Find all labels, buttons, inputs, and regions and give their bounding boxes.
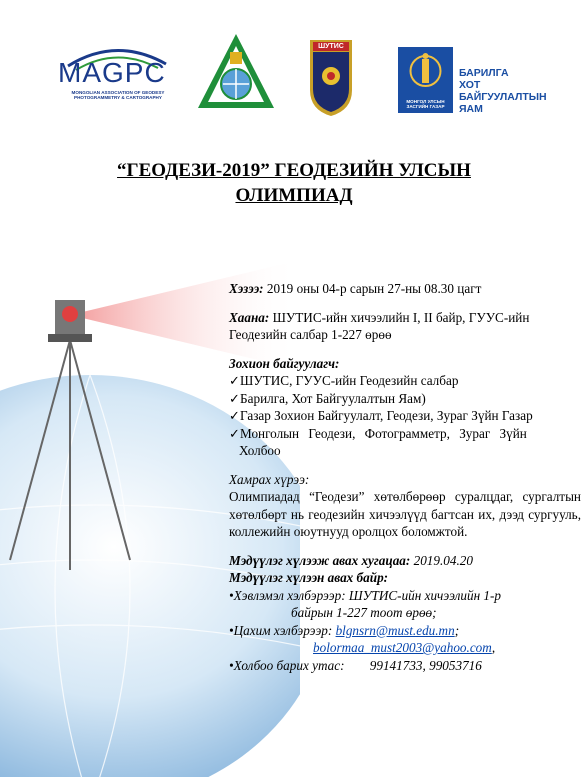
title-line-1: “ГЕОДЕЗИ-2019” ГЕОДЕЗИЙН УЛСЫН xyxy=(117,160,471,181)
email-label: •Цахим хэлбэрээр: xyxy=(229,622,333,638)
ministry-emblem-text: МОНГОЛ УЛСЫН ЗАСГИЙН ГАЗАР xyxy=(406,99,445,109)
where-label: Хаана: xyxy=(229,309,270,325)
email-sep-2: , xyxy=(491,640,496,655)
email-link-1[interactable]: blgnsrn@must.edu.mn xyxy=(335,622,455,638)
deadline-value: 2019.04.20 xyxy=(413,552,473,568)
guus-emblem-icon xyxy=(196,32,276,112)
submit-print-2: байрын 1-227 тоот өрөө; xyxy=(291,605,437,620)
title-line-2: ОЛИМПИАД xyxy=(235,185,353,206)
organizer-item: ✓Барилга, Хот Байгуулалтын Яам) xyxy=(229,390,426,406)
phone-value: 99141733, 99053716 xyxy=(369,657,482,673)
ministry-logo xyxy=(398,47,547,115)
email-link-2[interactable]: bolormaa_must2003@yahoo.com xyxy=(313,640,492,655)
email-sep-1: ; xyxy=(454,622,460,638)
submit-email-row xyxy=(229,622,581,640)
organizer-item: ✓Монголын Геодези, Фотограмметр, Зураг Зүйн xyxy=(229,425,527,441)
where-row xyxy=(229,309,581,327)
magpc-subtitle: MONGOLIAN ASSOCIATION OF GEODESY PHOTOGRAMMETRY & CARTOGRAPHY xyxy=(71,90,165,101)
phone-label: •Холбоо барих утас: xyxy=(229,657,345,673)
where-value-2: Геодезийн салбар 1-227 өрөө xyxy=(229,327,392,342)
submit-print-1: •Хэвлэмэл хэлбэрээр: ШУТИС-ийн хичээлийн 1-р xyxy=(229,587,501,603)
phone-row xyxy=(229,657,581,675)
organizer-item: ✓Газар Зохион Байгуулалт, Геодези, Зураг Зүйн Газар xyxy=(229,408,533,423)
submit-email-row-2 xyxy=(229,639,581,657)
deadline-row xyxy=(229,552,581,570)
shutis-name: ШУТИС xyxy=(318,43,344,50)
scope-label: Хамрах хүрээ: xyxy=(229,471,310,487)
ministry-name: БАРИЛГА ХОТ БАЙГУУЛАЛТЫН ЯАМ xyxy=(459,67,547,115)
soyombo-icon xyxy=(398,47,453,99)
organizers-label: Зохион байгуулагч: xyxy=(229,355,340,371)
page-title xyxy=(40,158,548,208)
event-details xyxy=(229,280,581,674)
when-label: Хэзээ: xyxy=(229,281,264,296)
guus-logo xyxy=(196,32,276,112)
shutis-logo xyxy=(308,38,354,118)
when-row xyxy=(229,280,581,298)
organizer-item: ✓ШУТИС, ГУУС-ийн Геодезийн салбар xyxy=(229,373,459,388)
magpc-logo xyxy=(56,44,178,106)
shutis-shield-icon xyxy=(308,38,354,118)
when-value: 2019 оны 04-р сарын 27-ны 08.30 цагт xyxy=(266,281,482,296)
scope-text: Олимпиадад “Геодези” хөтөлбөрөөр суралцдаг, сургалтын хөтөлбөрт нь геодезийн хичээлүүд багтсан их, дээд сургууль, коллежийн оюутнууд оролцох боломжтой. xyxy=(229,489,581,539)
submit-label: Мэдүүлэг хүлээн авах байр: xyxy=(229,570,389,585)
where-value-1: ШУТИС-ийн хичээлийн I, II байр, ГУУС-ийн xyxy=(272,309,530,325)
deadline-label: Мэдүүлэг хүлээж авах хугацаа: xyxy=(229,552,411,568)
organizer-item-cont: Холбоо xyxy=(239,443,281,458)
ministry-emblem xyxy=(398,47,453,113)
magpc-wordmark: MAGPC xyxy=(58,57,166,88)
